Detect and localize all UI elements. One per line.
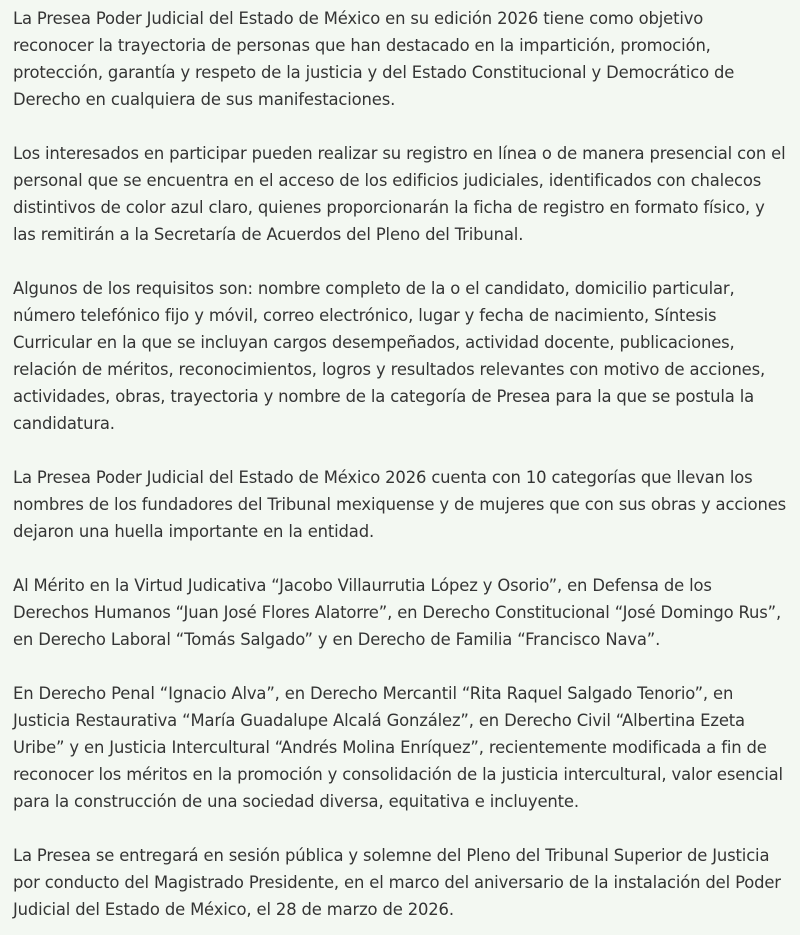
paragraph-registration: Los interesados en participar pueden realizar su registro en línea o de manera presencial con el personal que se encuentra en el acceso de los edificios judiciales, identificados con chalecos distintivos de color azul claro, quienes proporcionarán la ficha de registro en formato físico, y las remitirán a la Secretaría de Acuerdos del Pleno del Tribunal.: [13, 144, 786, 244]
paragraph-requirements: Algunos de los requisitos son: nombre completo de la o el candidato, domicilio particular, número telefónico fijo y móvil, correo electrónico, lugar y fecha de nacimiento, Síntesis Curricular en la que se incluyan cargos desempeñados, actividad docente, publicaciones, relación de méritos, reconocimientos, logros y resultados relevantes con motivo de acciones, actividades, obras, trayectoria y nombre de la categoría de Presea para la que se postula la candidatura.: [13, 279, 766, 433]
paragraph-categories-list-1: Al Mérito en la Virtud Judicativa “Jacobo Villaurrutia López y Osorio”, en Defensa de los Derechos Humanos “Juan José Flores Alatorre”, en Derecho Constitucional “José Domingo Rus”, en Derecho Laboral “Tomás Salgado” y en Derecho de Familia “Francisco Nava”.: [13, 576, 782, 649]
paragraph-categories-list-2: En Derecho Penal “Ignacio Alva”, en Derecho Mercantil “Rita Raquel Salgado Tenorio”, en Justicia Restaurativa “María Guadalupe Alcalá González”, en Derecho Civil “Albertina Ezeta Uribe” y en Justicia Intercultural “Andrés Molina Enríquez”, recientemente modificada a fin de reconocer los méritos en la promoción y consolidación de la justicia intercultural, valor esencial para la construcción de una sociedad diversa, equitativa e incluyente.: [13, 684, 783, 811]
paragraph-ceremony: La Presea se entregará en sesión pública y solemne del Pleno del Tribunal Superior de Justicia por conducto del Magistrado Presidente, en el marco del aniversario de la instalación del Poder Judicial del Estado de México, el 28 de marzo de 2026.: [13, 846, 781, 919]
paragraph-categories: La Presea Poder Judicial del Estado de México 2026 cuenta con 10 categorías que llevan los nombres de los fundadores del Tribunal mexiquense y de mujeres que con sus obras y acciones dejaron una huella importante en la entidad.: [13, 468, 787, 541]
paragraph-objective: La Presea Poder Judicial del Estado de México en su edición 2026 tiene como objetivo reconocer la trayectoria de personas que han destacado en la impartición, promoción, protección, garantía y respeto de la justicia y del Estado Constitucional y Democrático de Derecho en cualquiera de sus manifestaciones.: [13, 9, 735, 109]
